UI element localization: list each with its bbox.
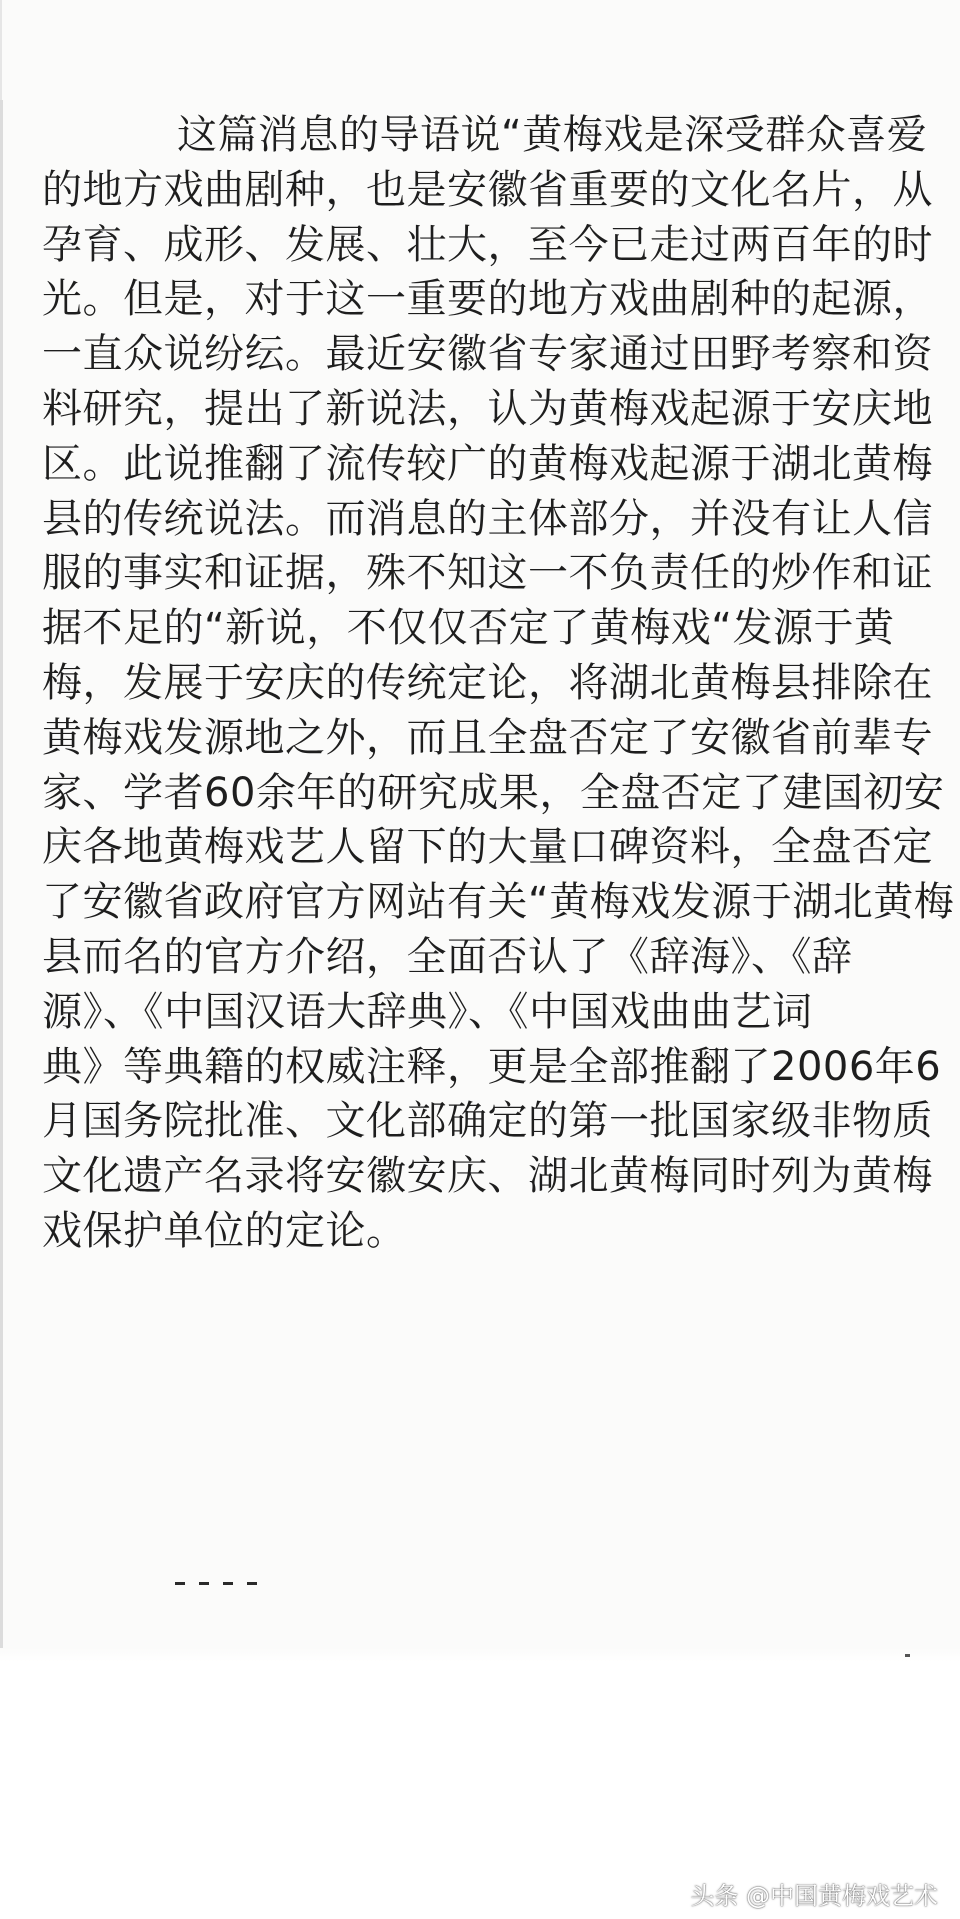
article-line: 黄梅戏发源地之外，而且全盘否定了安徽省前辈专: [42, 714, 933, 761]
article-line: 家、学者60余年的研究成果，全盘否定了建国初安: [42, 769, 945, 816]
paper-bottom-edge: [0, 1648, 960, 1662]
cut-off-text-fragment: [175, 1582, 285, 1592]
article-line: 县而名的官方介绍，全面否认了《辞海》、《辞: [42, 933, 853, 980]
article-line: 服的事实和证据，殊不知这一不负责任的炒作和证: [42, 550, 933, 597]
fragment-mark: [247, 1582, 257, 1585]
article-line: 这篇消息的导语说“黄梅戏是深受群众喜爱: [177, 112, 928, 158]
article-line: 月国务院批准、文化部确定的第一批国家级非物质: [42, 1098, 933, 1145]
article-line: 县的传统说法。而消息的主体部分，并没有让人信: [42, 495, 933, 542]
article-line: 光。但是，对于这一重要的地方戏曲剧种的起源，: [42, 276, 933, 323]
paper-left-shadow: [0, 100, 3, 1660]
article-line: 文化遗产名录将安徽安庆、湖北黄梅同时列为黄梅: [42, 1153, 933, 1200]
article-line: 戏保护单位的定论。: [42, 1207, 407, 1254]
article-line: 孕育、成形、发展、壮大，至今已走过两百年的时: [42, 221, 933, 268]
article-line: 庆各地黄梅戏艺人留下的大量口碑资料，全盘否定: [42, 824, 933, 871]
article-line: 梅，发展于安庆的传统定论，将湖北黄梅县排除在: [42, 659, 933, 706]
article-line: 典》等典籍的权威注释，更是全部推翻了2006年6: [42, 1043, 942, 1090]
source-watermark: 头条 @中国黄梅戏艺术: [690, 1882, 938, 1910]
article-paragraph: [42, 108, 955, 1259]
fragment-mark: [175, 1582, 185, 1585]
article-line: 区。此说推翻了流传较广的黄梅戏起源于湖北黄梅: [42, 440, 933, 487]
fragment-mark: [199, 1582, 209, 1585]
article-line: 源》、《中国汉语大辞典》、《中国戏曲曲艺词: [42, 988, 813, 1035]
article-line: 据不足的“新说，不仅仅否定了黄梅戏“发源于黄: [42, 605, 895, 652]
paper-speck: [905, 1654, 910, 1657]
article-line: 的地方戏曲剧种，也是安徽省重要的文化名片，从: [42, 166, 933, 213]
article-line: 一直众说纷纭。最近安徽省专家通过田野考察和资: [42, 331, 933, 378]
article-line: 了安徽省政府官方网站有关“黄梅戏发源于湖北黄梅: [42, 879, 955, 926]
fragment-mark: [223, 1582, 233, 1585]
article-line: 料研究，提出了新说法，认为黄梅戏起源于安庆地: [42, 385, 933, 432]
